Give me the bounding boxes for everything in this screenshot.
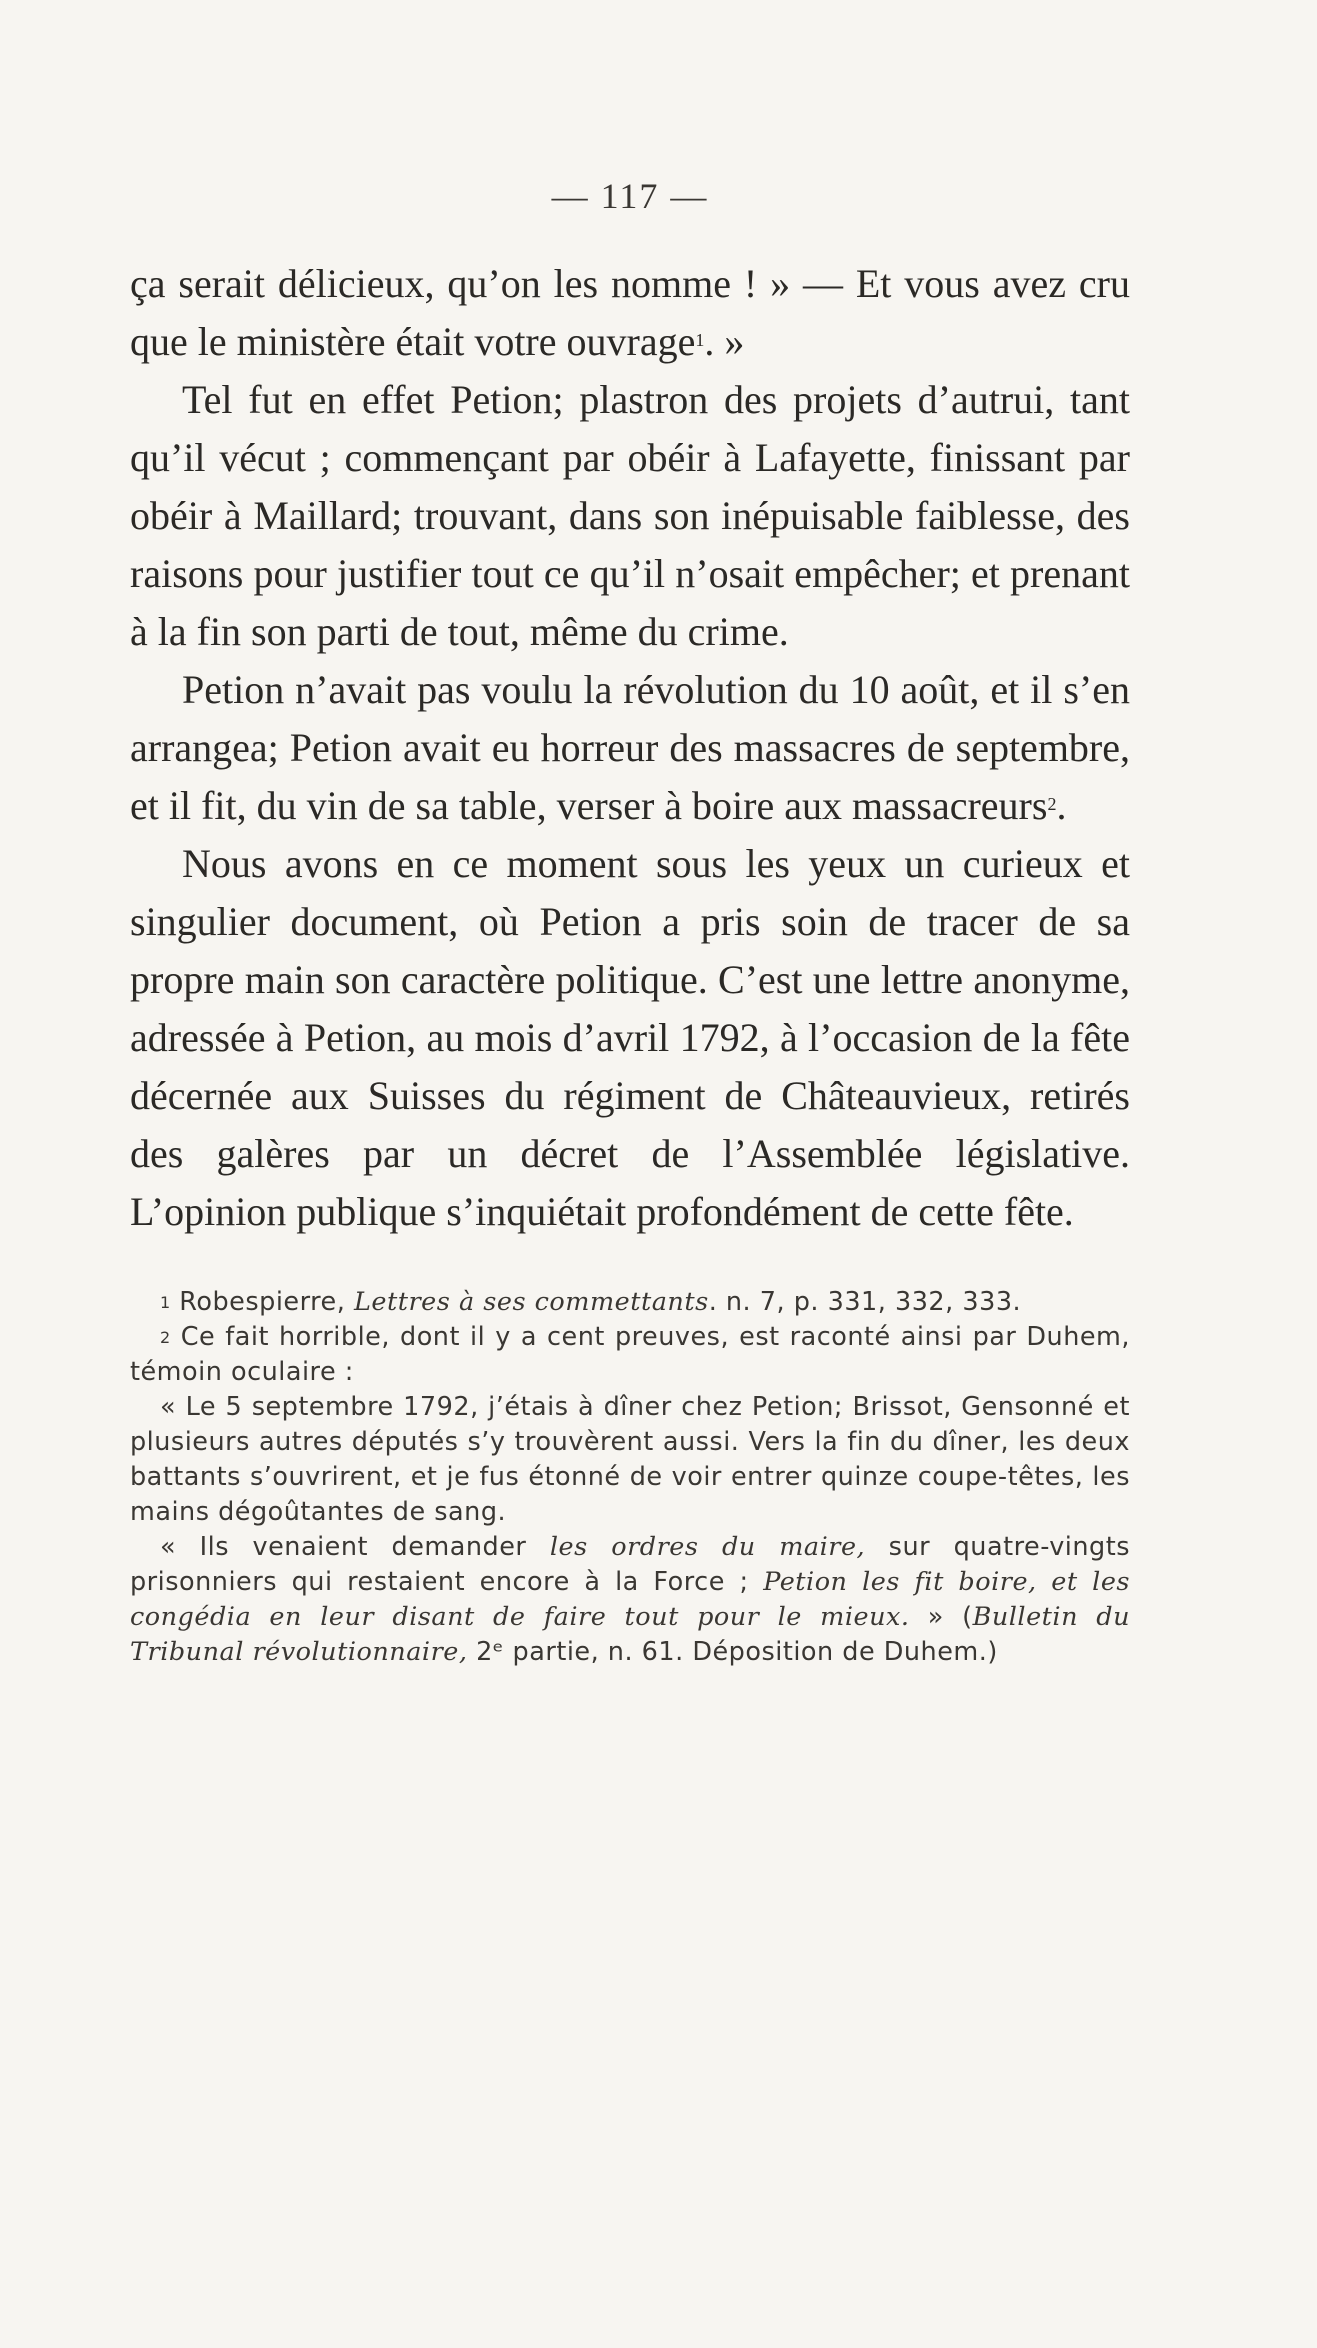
footnote-2-text: Ce fait horrible, dont il y a cent preuves, est raconté ainsi par Duhem, témoin oculaire : — [130, 1322, 1131, 1387]
footnote-1-title: Lettres à ses commettants — [353, 1287, 709, 1317]
paragraph-3-end: . — [1056, 783, 1067, 828]
paragraph-3 — [130, 661, 1130, 835]
page-number: — 117 — — [551, 176, 709, 216]
footnote-1-mark: 1 — [160, 1293, 171, 1312]
book-page — [130, 175, 1130, 1670]
footnote-quote-italic-3: Bulletin du Tribunal révolutionnaire, — [130, 1602, 1131, 1667]
footnote-quote-italic-1: les ordres du maire, — [549, 1532, 866, 1562]
footnote-ref-1: 1 — [695, 330, 705, 350]
footnote-quote-c: » ( — [927, 1602, 973, 1632]
footnote-1-author: Robespierre, — [179, 1287, 346, 1317]
footnote-2-mark: 2 — [160, 1328, 171, 1347]
body-text — [130, 255, 1130, 1241]
footnotes — [130, 1285, 1130, 1670]
footnote-1-ref: . n. 7, p. 331, 332, 333. — [708, 1287, 1022, 1317]
footnote-2-quote-1: « Le 5 septembre 1792, j’étais à dîner chez Petion; Brissot, Gensonné et plusieurs autres députés s’y trouvèrent aussi. Vers la fin du dîner, les deux battants s’ouvrirent, et je fus étonné de voir entrer quinze coupe-têtes, les mains dégoûtantes de sang. — [130, 1392, 1130, 1527]
footnote-1 — [130, 1285, 1130, 1320]
footnote-2 — [130, 1320, 1130, 1390]
paragraph-1-end: . » — [704, 319, 745, 364]
paragraph-4: Nous avons en ce moment sous les yeux un curieux et singulier document, où Petion a pris soin de tracer de sa propre main son caractère politique. C’est une lettre anonyme, adressée à Petion, au mois d’avril 1792, à l’occasion de la fête décernée aux Suisses du régiment de Châteauvieux, retirés des galères par un décret de l’Assemblée législative. L’opinion publique s’inquiétait profondément de cette fête. — [130, 841, 1130, 1234]
footnote-ref-2: 2 — [1047, 794, 1057, 814]
paragraph-3-text: Petion n’avait pas voulu la révolution du 10 août, et il s’en arrangea; Petion avait eu horreur des massacres de septembre, et il fit, du vin de sa table, verser à boire aux massacreurs — [130, 667, 1130, 828]
paragraph-2: Tel fut en effet Petion; plastron des projets d’autrui, tant qu’il vécut ; commençant par obéir à Lafayette, finissant par obéir à Maillard; trouvant, dans son inépuisable faiblesse, des raisons pour justifier tout ce qu’il n’osait empêcher; et prenant à la fin son parti de tout, même du crime. — [130, 377, 1130, 654]
paragraph-1 — [130, 255, 1130, 371]
footnote-2-quote-2 — [130, 1530, 1130, 1670]
footnote-quote-a: « Ils venaient demander — [160, 1532, 527, 1562]
footnote-quote-d: 2ᵉ partie, n. 61. Déposition de Duhem.) — [476, 1637, 998, 1667]
footnote-quote-italic-2: Petion les fit boire, et les congédia en leur disant de faire tout pour le mieux. — [130, 1567, 1131, 1632]
paragraph-1-text: ça serait délicieux, qu’on les nomme ! » — Et vous avez cru que le ministère était votre ouvrage — [130, 261, 1130, 364]
footnote-quote-b: sur quatre-vingts prisonniers qui restaient encore à la Force ; — [130, 1532, 1131, 1597]
